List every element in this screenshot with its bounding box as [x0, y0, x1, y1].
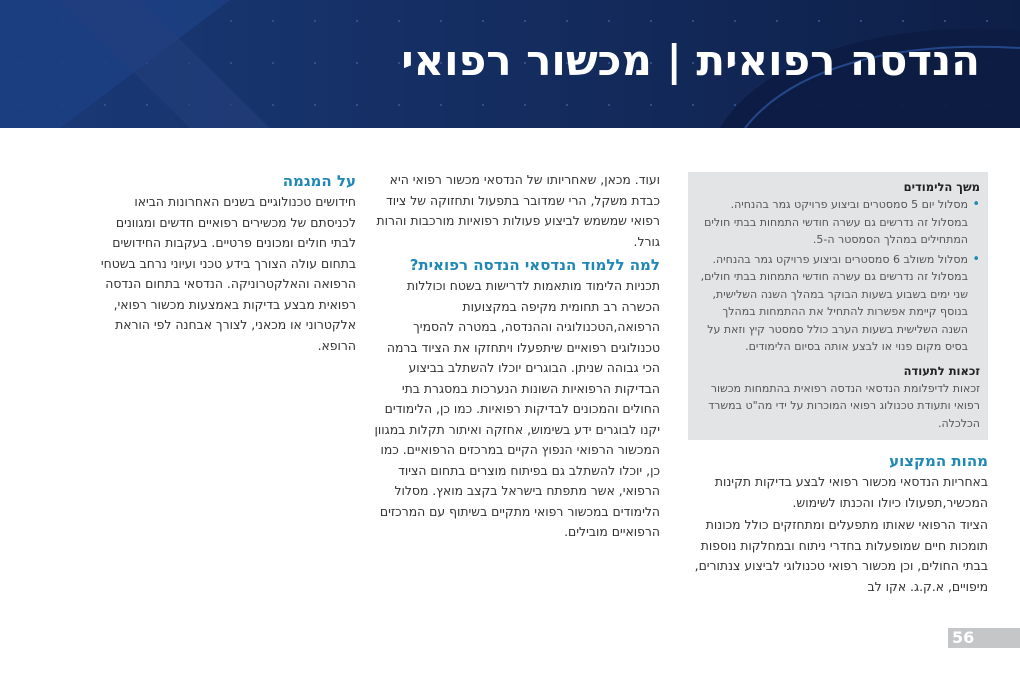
middle-column [374, 170, 660, 545]
list-item: • מסלול משולב 6 סמסטרים וביצוע פרויקט גמר בהנחיה. במסלול זה נדרשים גם עשרה חודשי התמחות בבתי חולים, שני ימים בשבוע בשעות הבוקר במהלך השנה השלישית, בנוסף קיימת אפשרות להתחיל את ההתמחות במהלך השנה השלישית בשעות הערב כולל סמסטר קיץ וזאת על בסיס מקום פנוי או לבצע אותה בסיום הלימודים. [696, 251, 968, 356]
profession-text-1: באחריות הנדסאי מכשור רפואי לבצע בדיקות תקינות המכשיר,תפעולו כיולו והכנתו לשימוש. [714, 474, 988, 510]
page-number: 56 [952, 628, 975, 647]
duration-heading: משך הלימודים [903, 180, 980, 194]
why-heading: למה ללמוד הנדסאי הנדסה רפואית? [409, 256, 660, 274]
page-header [0, 0, 1020, 128]
why-text: תכניות הלימוד מותאמות לדרישות בשטח וכוללות הכשרה רב תחומית מקיפה במקצועות הרפואה,הטכנולוגיה וההנדסה, במטרה להסמיך טכנולוגים רפואיים שיתפעלו ויתחזקו את הציוד ברמה הכי גבוהה שניתן. הבוגרים יוכלו להשתלב בביצוע הבדיקות הרפואיות השונות הנערכות במסגרת בתי החולים והמכונים לבדיקות רפואיות. כמו כן, הלימודים יקנו לבוגרים ידע בשימוש, אחזקה ואיתור תקלות במגוון המכשור הרפואי הנפוץ הקיים במרכזים הרפואיים. כמו כן, יוכלו להשתלב גם בפיתוח מוצרים בתחום הציוד הרפואי, אשר מתפתח בישראל בקצב מואץ. מסלול הלימודים במכשור רפואי מתקיים בשיתוף עם המרכזים הרפואיים מובילים. [374, 278, 660, 539]
about-heading: על המגמה [282, 172, 356, 190]
page-title: הנדסה רפואית | מכשור רפואי [401, 36, 980, 85]
right-column [688, 172, 988, 599]
duration-list [696, 196, 980, 356]
about-text: חידושים טכנולוגיים בשנים האחרונות הביאו לכניסתם של מכשירים רפואיים חדשים ומגוונים לבתי חולים ומכונים פרטיים. בעקבות החידושים בתחום עולה הצורך בידע טכני ועיוני נרחב בשטחי הרפואה והאלקטרוניקה. הנדסאי בתחום הנדסה רפואית מבצע בדיקות באמצעות מכשור רפואי, אלקטרוני או מכאני, לצורך אבחנה לפי הוראת הרופא. [100, 194, 356, 353]
page-number-badge [948, 628, 1020, 648]
certificate-heading: זכאות לתעודה [903, 363, 980, 378]
study-info-box [688, 172, 988, 440]
profession-heading: מהות המקצוע [889, 452, 988, 470]
list-item: • מסלול יום 5 סמסטרים וביצוע פרויקט גמר בהנחיה. במסלול זה נדרשים גם עשרה חודשי התמחות בבתי חולים המתחילים במהלך הסמסטר ה-5. [696, 196, 968, 249]
certificate-text: זכאות לדיפלומת הנדסאי הנדסה רפואית בהתמחות מכשור רפואי ותעודת טכנולוג רפואי המוכרות על ידי מה"ט במשרד הכלכלה. [708, 381, 980, 430]
profession-text-2: הציוד הרפואי שאותו מתפעלים ומתחזקים כולל מכונות תומכות חיים שמופעלות בחדרי ניתוח ובמחלקות נוספות בבתי החולים, וכן מכשור רפואי טכנולוגי לביצוע צנתורים, מיפויים, א.ק.ג. אקו לב [694, 517, 988, 594]
about-section [100, 170, 356, 358]
intro-text: ועוד. מכאן, שאחריותו של הנדסאי מכשור רפואי היא כבדת משקל, הרי שמדובר בתפעול ותחזוקה של ציוד רפואי שמשמש לביצוע פעולות רפואיות מורכבות והרות גורל. [376, 172, 660, 249]
